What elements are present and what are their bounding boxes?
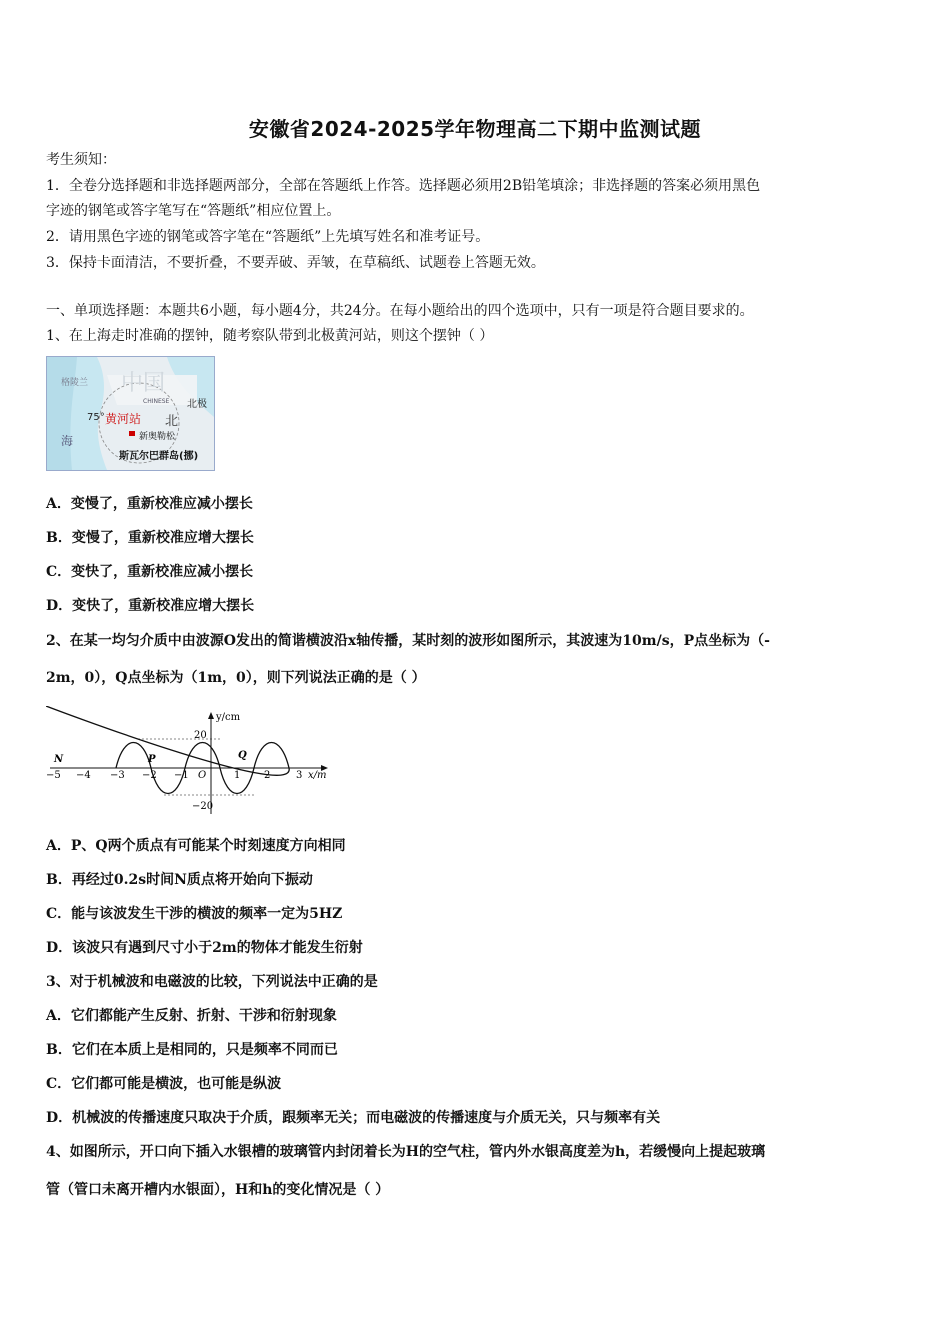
- wave-point-N: N: [54, 754, 64, 765]
- question-2-option: A．P、Q两个质点有可能某个时刻速度方向相同: [46, 838, 346, 854]
- wave-point-Q: Q: [238, 750, 247, 761]
- notice-heading: 考生须知：: [46, 152, 116, 168]
- arctic-map-figure: [46, 356, 215, 471]
- question-2-stem-line1: 2、在某一均匀介质中由波源O发出的简谐横波沿x轴传播，某时刻的波形如图所示，其波速为10m/s，P点坐标为（-: [46, 633, 770, 649]
- question-1-option: A．变慢了，重新校准应减小摆长: [46, 496, 253, 512]
- wave-y-neg: −20: [192, 801, 214, 812]
- wave-tick: 3: [296, 770, 303, 781]
- map-label-sea: 海: [61, 434, 74, 448]
- wave-tick: −5: [46, 770, 61, 781]
- question-4-stem-line1: 4、如图所示，开口向下插入水银槽的玻璃管内封闭着长为H的空气柱，管内外水银高度差为h，若缓慢向上提起玻璃: [46, 1144, 766, 1160]
- wave-tick: O: [198, 770, 207, 781]
- map-label-north: 北: [165, 414, 179, 429]
- wave-y-label: y/cm: [216, 712, 241, 723]
- notice-item: 1．全卷分选择题和非选择题两部分，全部在答题纸上作答。选择题必须用2B铅笔填涂；非选择题的答案必须用黑色: [46, 178, 761, 194]
- question-1-option: B．变慢了，重新校准应增大摆长: [46, 530, 254, 546]
- wave-tick: 1: [234, 770, 241, 781]
- question-2-option: B．再经过0.2s时间N质点将开始向下振动: [46, 872, 313, 888]
- wave-tick: −2: [142, 770, 157, 781]
- question-3-option: C．它们都可能是横波，也可能是纵波: [46, 1076, 282, 1092]
- map-label-north-pole: 北极: [187, 399, 207, 410]
- question-3-stem: 3、对于机械波和电磁波的比较，下列说法中正确的是: [46, 974, 378, 990]
- map-label-station: 黄河站: [105, 412, 142, 426]
- question-4-stem-line2: 管（管口未离开槽内水银面），H和h的变化情况是（ ）: [46, 1182, 390, 1198]
- wave-y-pos: 20: [194, 730, 207, 741]
- map-label-green: 格陵兰: [61, 378, 89, 388]
- notice-item: 2．请用黑色字迹的钢笔或答字笔在“答题纸”上先填写姓名和准考证号。: [46, 229, 490, 245]
- question-3-option: D．机械波的传播速度只取决于介质，跟频率无关；而电磁波的传播速度与介质无关，只与频率有关: [46, 1110, 661, 1126]
- wave-tick: 2: [264, 770, 271, 781]
- question-1-option: D．变快了，重新校准应增大摆长: [46, 598, 255, 614]
- map-label-china: 中国: [121, 371, 166, 396]
- page-title: 安徽省2024-2025学年物理高二下期中监测试题: [248, 117, 702, 141]
- question-3-option: B．它们在本质上是相同的，只是频率不同而已: [46, 1042, 338, 1058]
- question-2-option: C．能与该波发生干涉的横波的频率一定为5HZ: [46, 906, 343, 922]
- wave-tick: −3: [110, 770, 125, 781]
- map-label-chinese: CHINESE: [143, 398, 170, 405]
- section-heading: 一、单项选择题：本题共6小题，每小题4分，共24分。在每小题给出的四个选项中，只有一项是符合题目要求的。: [46, 303, 754, 319]
- notice-item: 3．保持卡面清洁，不要折叠，不要弄破、弄皱，在草稿纸、试题卷上答题无效。: [46, 255, 545, 271]
- wave-figure: [46, 706, 336, 818]
- question-1-option: C．变快了，重新校准应减小摆长: [46, 564, 254, 580]
- wave-x-label: x/m: [308, 770, 327, 781]
- question-1-stem: 1、在上海走时准确的摆钟，随考察队带到北极黄河站，则这个摆钟（ ）: [46, 328, 494, 344]
- map-label-islands: 斯瓦尔巴群岛(挪): [119, 451, 199, 462]
- wave-tick: −1: [174, 770, 189, 781]
- wave-point-P: P: [148, 754, 156, 765]
- map-label-town: 新奥勒松: [139, 432, 176, 442]
- wave-tick: −4: [76, 770, 91, 781]
- question-3-option: A．它们都能产生反射、折射、干涉和衍射现象: [46, 1008, 337, 1024]
- question-2-option: D．该波只有遇到尺寸小于2m的物体才能发生衍射: [46, 940, 363, 956]
- question-2-stem-line2: 2m，0），Q点坐标为（1m，0），则下列说法正确的是（ ）: [46, 670, 426, 686]
- map-label-latitude: 75°: [87, 412, 105, 423]
- notice-item: 字迹的钢笔或答字笔写在“答题纸”相应位置上。: [46, 203, 341, 219]
